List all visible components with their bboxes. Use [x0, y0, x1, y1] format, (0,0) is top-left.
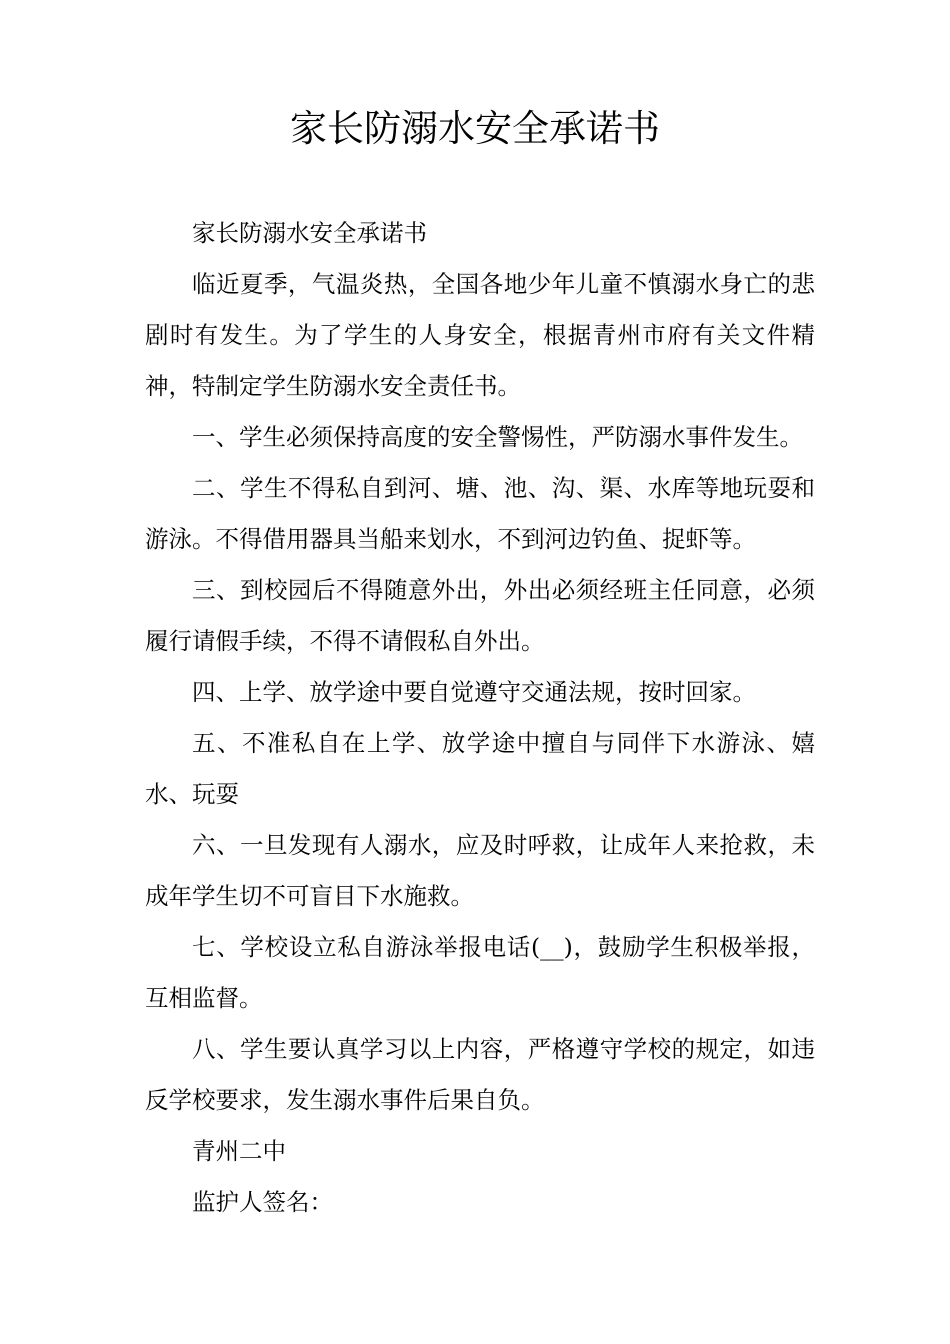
paragraph-item-7: 七、学校设立私自游泳举报电话(__)，鼓励学生积极举报，互相监督。 [145, 933, 815, 1012]
paragraph-subtitle: 家长防溺水安全承诺书 [192, 219, 427, 247]
guardian-signature-label: 监护人签名： [192, 1188, 333, 1216]
paragraph-intro: 临近夏季，气温炎热，全国各地少年儿童不慎溺水身亡的悲剧时有发生。为了学生的人身安全，根据青州市府有关文件精神，特制定学生防溺水安全责任书。 [145, 270, 815, 400]
paragraph-item-8: 八、学生要认真学习以上内容，严格遵守学校的规定，如违反学校要求，发生溺水事件后果自负。 [145, 1035, 815, 1114]
document-body [145, 208, 815, 1228]
paragraph-item-5: 五、不准私自在上学、放学途中擅自与同伴下水游泳、嬉水、玩耍 [145, 729, 815, 808]
school-name: 青州二中 [192, 1137, 286, 1165]
paragraph-item-4: 四、上学、放学途中要自觉遵守交通法规，按时回家。 [192, 678, 756, 706]
paragraph-item-3: 三、到校园后不得随意外出，外出必须经班主任同意，必须履行请假手续，不得不请假私自外出。 [145, 576, 815, 655]
document-title: 家长防溺水安全承诺书 [290, 107, 660, 150]
paragraph-item-6: 六、一旦发现有人溺水，应及时呼救，让成年人来抢救，未成年学生切不可盲目下水施救。 [145, 831, 815, 910]
paragraph-item-2: 二、学生不得私自到河、塘、池、沟、渠、水库等地玩耍和游泳。不得借用器具当船来划水，不到河边钓鱼、捉虾等。 [145, 474, 815, 553]
paragraph-item-1: 一、学生必须保持高度的安全警惕性，严防溺水事件发生。 [192, 423, 803, 451]
